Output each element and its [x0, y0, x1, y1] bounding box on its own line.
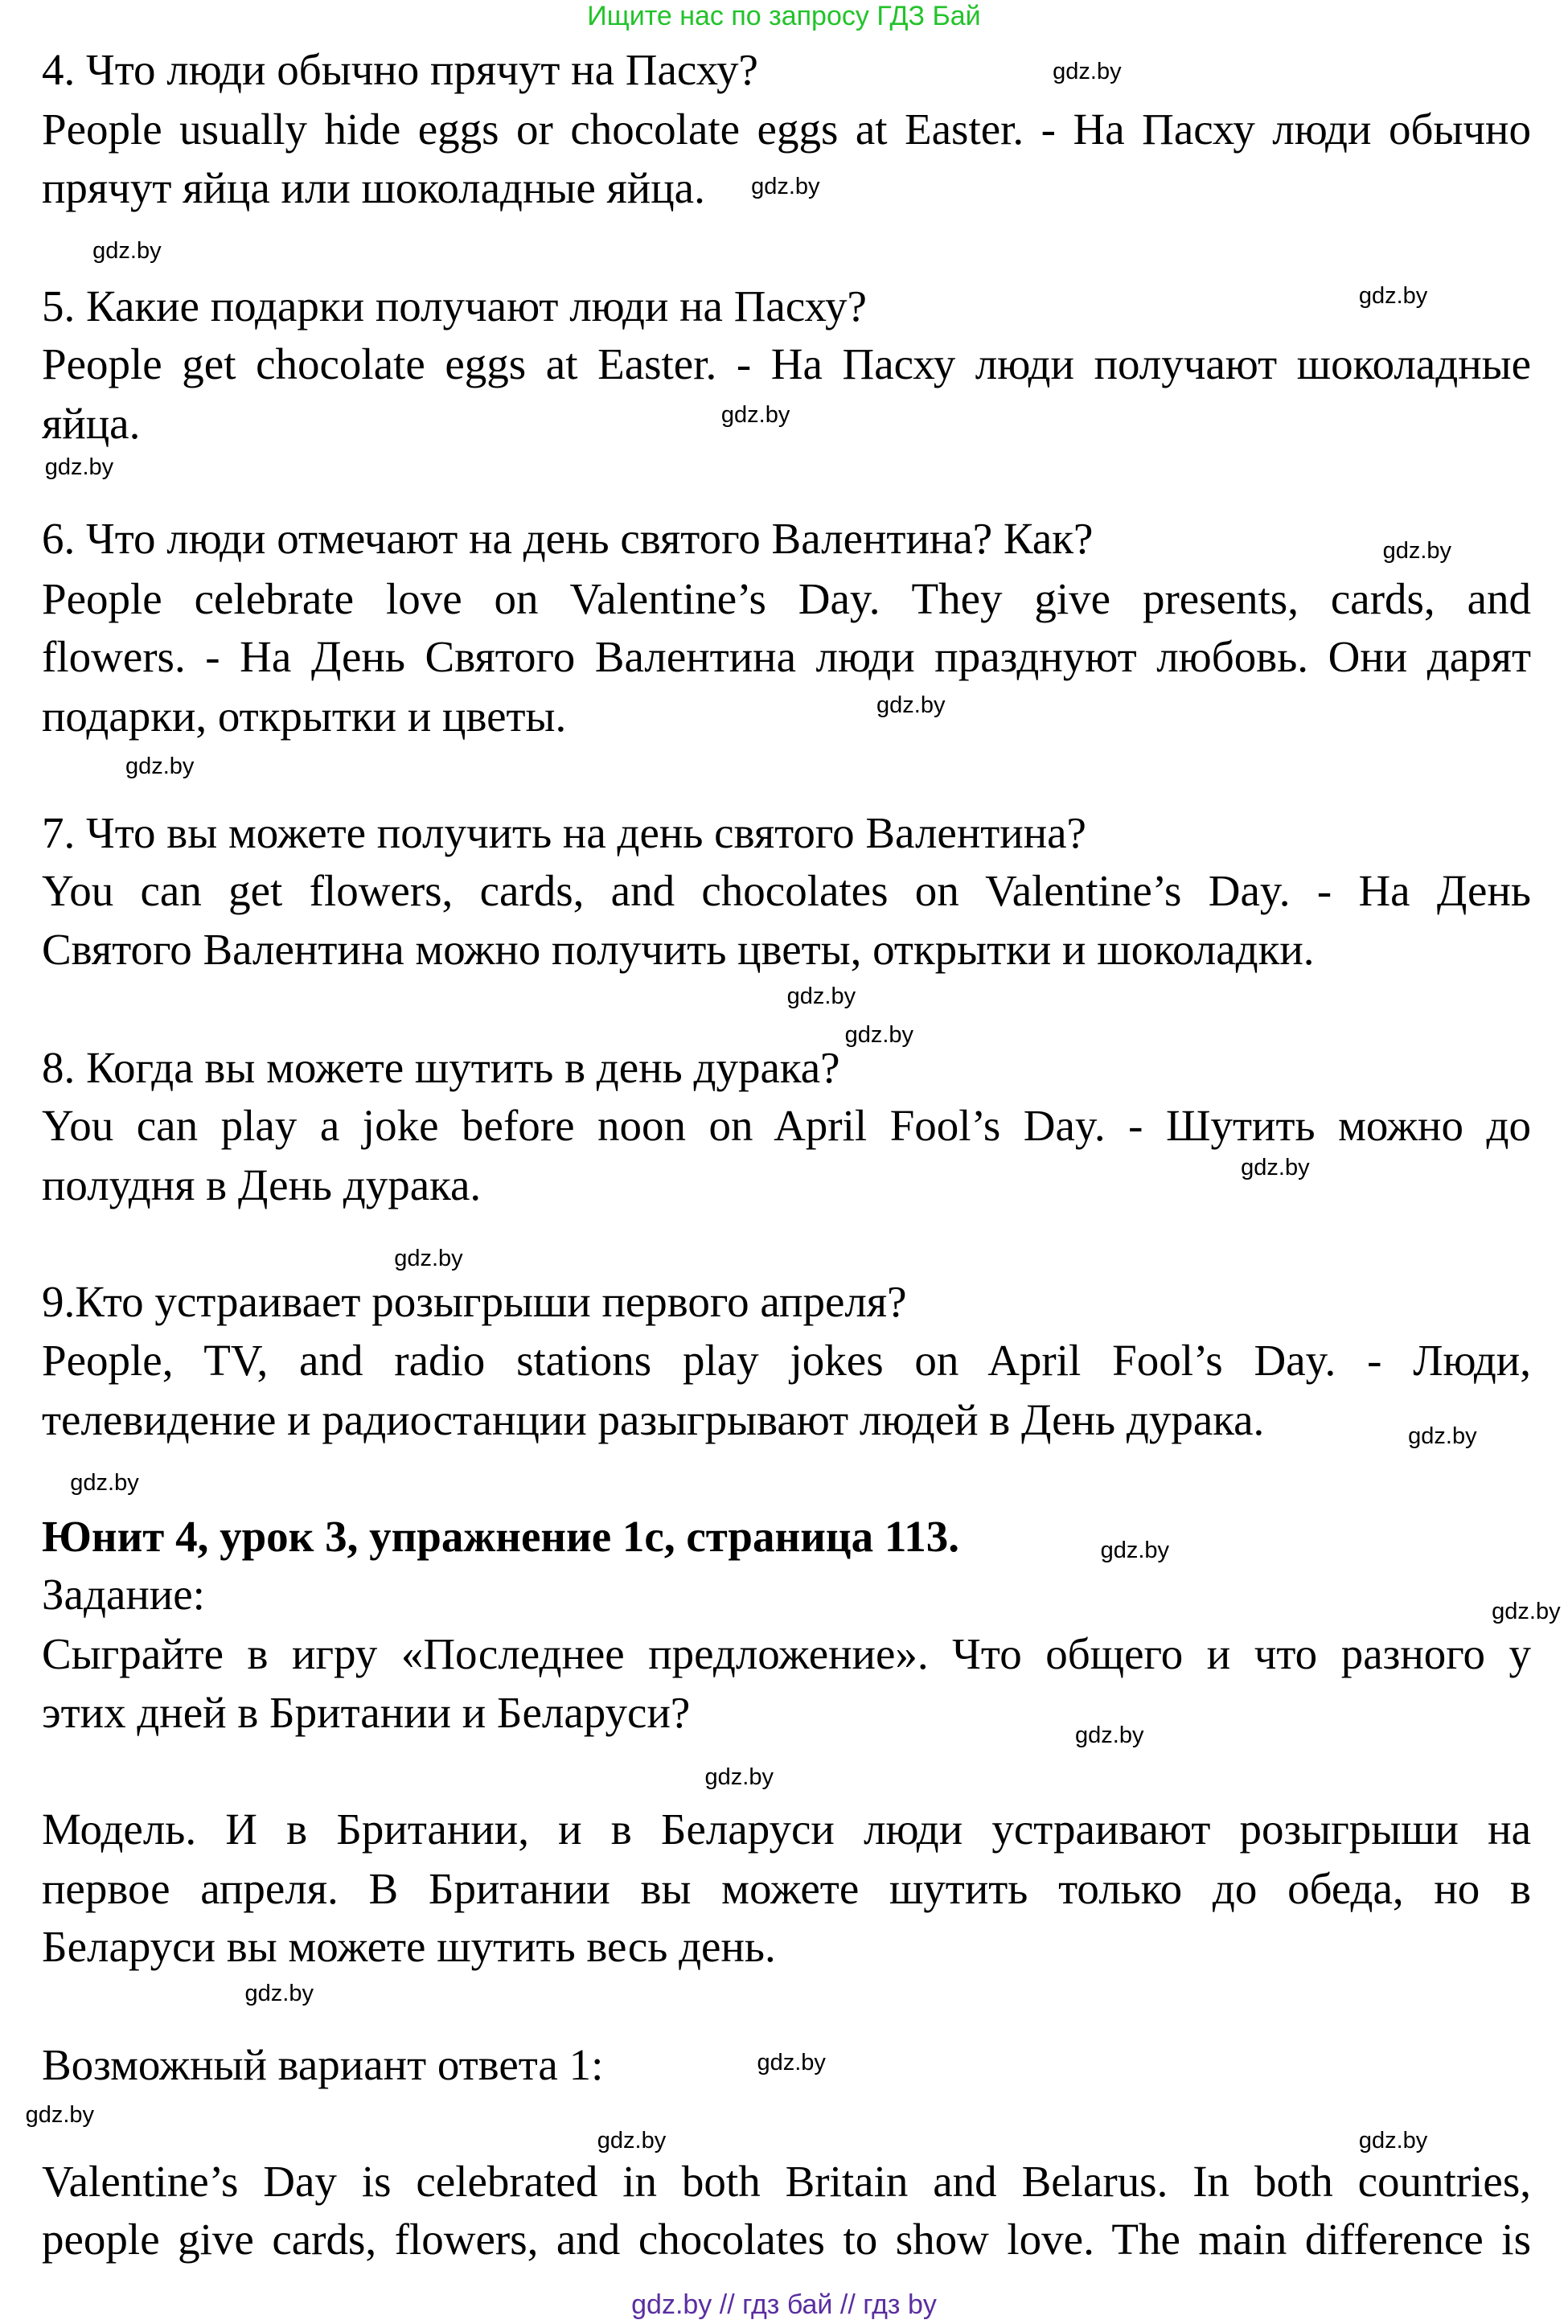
text-line: Valentine’s Day is celebrated in both Britain and Belarus. In both countries, [42, 2156, 1531, 2206]
watermark: gdz.by [1241, 1155, 1310, 1181]
text-line: Задание: [42, 1570, 205, 1620]
watermark: gdz.by [1100, 1537, 1170, 1563]
text-line: People, TV, and radio stations play jokes on April Fool’s Day. - Люди, [42, 1335, 1531, 1385]
text-line: People get chocolate eggs at Easter. - На Пасху люди получают шоколадные [42, 339, 1531, 388]
text-line: 7. Что вы можете получить на день святого Валентина? [42, 808, 1086, 858]
watermark: gdz.by [757, 2049, 826, 2076]
text-line: первое апреля. В Британии вы можете шутить только до обеда, но в [42, 1863, 1531, 1913]
text-line: people give cards, flowers, and chocolates to show love. The main difference is [42, 2215, 1531, 2264]
text-line: Возможный вариант ответа 1: [42, 2040, 604, 2090]
text-line: People usually hide eggs or chocolate eggs at Easter. - На Пасху люди обычно [42, 105, 1531, 154]
text-line: People celebrate love on Valentine’s Day. They give presents, cards, and [42, 573, 1531, 623]
watermark: gdz.by [876, 692, 946, 718]
watermark: gdz.by [244, 1981, 314, 2007]
watermark: gdz.by [70, 1470, 139, 1496]
watermark: gdz.by [44, 454, 114, 481]
text-line: прячут яйца или шоколадные яйца. [42, 162, 705, 212]
watermark: gdz.by [1358, 2127, 1428, 2154]
watermark: gdz.by [704, 1764, 774, 1790]
watermark: gdz.by [844, 1021, 914, 1048]
watermark: gdz.by [125, 753, 195, 779]
text-line: 8. Когда вы можете шутить в день дурака? [42, 1042, 840, 1092]
text-line: яйца. [42, 399, 141, 449]
watermark: gdz.by [1053, 59, 1122, 85]
watermark: gdz.by [92, 237, 162, 264]
text-line: Святого Валентина можно получить цветы, открытки и шоколадки. [42, 924, 1315, 974]
text-line: 6. Что люди отмечают на день святого Валентина? Как? [42, 514, 1094, 564]
text-line: подарки, открытки и цветы. [42, 692, 567, 741]
text-line: телевидение и радиостанции разыгрывают людей в День дурака. [42, 1394, 1265, 1444]
watermark: gdz.by [25, 2101, 95, 2128]
text-line: You can get flowers, cards, and chocolates on Valentine’s Day. - На День [42, 866, 1531, 916]
watermark: gdz.by [751, 174, 820, 200]
watermark: gdz.by [720, 402, 790, 429]
text-line: flowers. - На День Святого Валентина люди празднуют любовь. Они дарят [42, 631, 1531, 681]
text-line: 9.Кто устраивает розыгрыши первого апреля? [42, 1277, 907, 1327]
watermark: gdz.by [1358, 282, 1428, 309]
watermark: gdz.by [597, 2127, 667, 2154]
watermark: gdz.by [394, 1246, 463, 1272]
text-line: You can play a joke before noon on April Fool’s Day. - Шутить можно до [42, 1101, 1531, 1151]
text-line: этих дней в Британии и Беларуси? [42, 1687, 691, 1737]
text-line: Беларуси вы можете шутить весь день. [42, 1922, 776, 1972]
watermark: gdz.by [786, 983, 856, 1009]
footer-links[interactable]: gdz.by // гдз бай // гдз by [631, 2289, 937, 2320]
watermark: gdz.by [1382, 538, 1452, 565]
header-banner: Ищите нас по запросу ГДЗ Бай [587, 1, 981, 31]
text-line: полудня в День дурака. [42, 1160, 482, 1210]
watermark: gdz.by [1075, 1722, 1144, 1748]
text-line: 4. Что люди обычно прячут на Пасху? [42, 45, 758, 95]
text-line: Модель. И в Британии, и в Беларуси люди устраивают розыгрыши на [42, 1804, 1531, 1854]
text-line: 5. Какие подарки получают люди на Пасху? [42, 281, 867, 331]
watermark: gdz.by [1408, 1423, 1477, 1450]
watermark: gdz.by [1492, 1598, 1561, 1624]
text-line: Сыграйте в игру «Последнее предложение». Что общего и что разного у [42, 1629, 1531, 1679]
section-heading: Юнит 4, урок 3, упражнение 1с, страница 113. [42, 1511, 960, 1561]
